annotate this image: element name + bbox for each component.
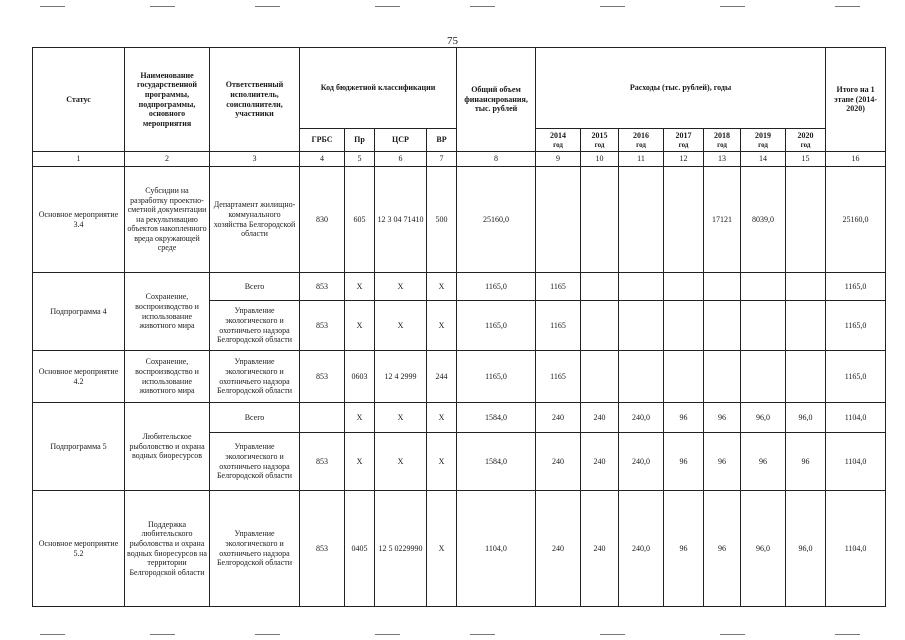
scan-edge-line (720, 634, 745, 635)
column-number: 4 (300, 152, 345, 167)
grbs-cell: 853 (300, 301, 345, 351)
status-cell: Основное мероприятие 5.2 (33, 491, 125, 607)
year-cell: 1165 (536, 301, 581, 351)
header-total-funding: Общий объем финансирования, тыс. рублей (457, 48, 536, 152)
column-number: 1 (33, 152, 125, 167)
scan-edge-line (150, 6, 175, 7)
total-cell: 1584,0 (457, 403, 536, 433)
grbs-cell (300, 403, 345, 433)
column-number: 12 (664, 152, 704, 167)
year-cell: 8039,0 (741, 167, 786, 273)
year-cell (786, 167, 826, 273)
column-number: 13 (704, 152, 741, 167)
total-cell: 1584,0 (457, 433, 536, 491)
year-cell: 96 (704, 403, 741, 433)
csr-cell: Х (375, 301, 427, 351)
vr-cell: Х (427, 301, 457, 351)
year-cell: 240,0 (619, 491, 664, 607)
pr-cell: 0405 (345, 491, 375, 607)
year-cell: 240 (581, 491, 619, 607)
year-cell (741, 351, 786, 403)
year-cell: 17121 (704, 167, 741, 273)
column-number: 3 (210, 152, 300, 167)
year-cell (664, 351, 704, 403)
total-cell: 1165,0 (457, 301, 536, 351)
header-expenses: Расходы (тыс. рублей), годы (536, 48, 826, 129)
year-cell (664, 273, 704, 301)
year-cell: 96,0 (741, 403, 786, 433)
scan-edge-line (600, 634, 625, 635)
year-cell (619, 167, 664, 273)
itogo-cell: 1104,0 (826, 403, 886, 433)
csr-cell: Х (375, 433, 427, 491)
year-cell: 240,0 (619, 403, 664, 433)
year-cell: 96 (786, 433, 826, 491)
scan-edge-line (600, 6, 625, 7)
csr-cell: 12 5 0229990 (375, 491, 427, 607)
header-status: Статус (33, 48, 125, 152)
header-year-2014: 2014 год (536, 129, 581, 152)
year-cell (664, 301, 704, 351)
grbs-cell: 853 (300, 491, 345, 607)
year-cell: 240 (536, 433, 581, 491)
scan-edge-line (470, 634, 495, 635)
scan-edge-line (835, 634, 860, 635)
total-cell: 1165,0 (457, 351, 536, 403)
vr-cell: Х (427, 273, 457, 301)
column-number: 6 (375, 152, 427, 167)
itogo-cell: 1165,0 (826, 301, 886, 351)
itogo-cell: 1104,0 (826, 491, 886, 607)
executor-cell: Управление экологического и охотничьего надзора Белгородской области (210, 433, 300, 491)
total-cell: 1104,0 (457, 491, 536, 607)
pr-cell: Х (345, 433, 375, 491)
vr-cell: Х (427, 433, 457, 491)
budget-table (32, 47, 886, 607)
header-year-2016: 2016 год (619, 129, 664, 152)
scan-edge-line (835, 6, 860, 7)
year-cell (664, 167, 704, 273)
column-number: 9 (536, 152, 581, 167)
vr-cell: Х (427, 491, 457, 607)
header-year-2019: 2019 год (741, 129, 786, 152)
year-cell: 96 (704, 433, 741, 491)
scan-edge-line (375, 634, 400, 635)
column-number-row (33, 152, 886, 167)
year-cell: 240 (581, 433, 619, 491)
header-budget-code: Код бюджетной классификации (300, 48, 457, 129)
year-cell (741, 301, 786, 351)
year-cell: 96 (664, 491, 704, 607)
year-cell: 240 (536, 491, 581, 607)
header-year-2020: 2020 год (786, 129, 826, 152)
executor-cell: Всего (210, 273, 300, 301)
header-name: Наименование государственной программы, подпрограммы, основного мероприятия (125, 48, 210, 152)
name-cell: Любительское рыболовство и охрана водных биоресурсов (125, 403, 210, 491)
year-cell (786, 301, 826, 351)
year-cell (786, 351, 826, 403)
table-row (33, 351, 886, 403)
grbs-cell: 830 (300, 167, 345, 273)
header-year-2015: 2015 год (581, 129, 619, 152)
year-cell: 96,0 (786, 403, 826, 433)
page-number: 75 (447, 35, 458, 47)
column-number: 5 (345, 152, 375, 167)
column-number: 8 (457, 152, 536, 167)
year-cell (619, 351, 664, 403)
status-cell: Подпрограмма 5 (33, 403, 125, 491)
scan-edge-line (720, 6, 745, 7)
year-cell (581, 301, 619, 351)
table-row (33, 491, 886, 607)
pr-cell: 0603 (345, 351, 375, 403)
csr-cell: 12 3 04 71410 (375, 167, 427, 273)
executor-cell: Управление экологического и охотничьего надзора Белгородской области (210, 491, 300, 607)
header-stage-total: Итого на 1 этапе (2014-2020) (826, 48, 886, 152)
name-cell: Поддержка любительского рыболовства и охрана водных биоресурсов на территории Белгородской области (125, 491, 210, 607)
pr-cell: Х (345, 301, 375, 351)
status-cell: Подпрограмма 4 (33, 273, 125, 351)
column-number: 15 (786, 152, 826, 167)
scan-edge-line (40, 6, 65, 7)
year-cell: 96 (741, 433, 786, 491)
table-row (33, 273, 886, 301)
executor-cell: Управление экологического и охотничьего надзора Белгородской области (210, 301, 300, 351)
scan-edge-line (255, 6, 280, 7)
table-row (33, 403, 886, 433)
scan-edge-line (255, 634, 280, 635)
scan-edge-line (470, 6, 495, 7)
itogo-cell: 1165,0 (826, 273, 886, 301)
grbs-cell: 853 (300, 351, 345, 403)
scan-edge-line (375, 6, 400, 7)
scan-edge-line (40, 634, 65, 635)
column-number: 14 (741, 152, 786, 167)
year-cell (619, 301, 664, 351)
column-number: 16 (826, 152, 886, 167)
year-cell: 1165 (536, 351, 581, 403)
header-year-2017: 2017 год (664, 129, 704, 152)
csr-cell: 12 4 2999 (375, 351, 427, 403)
year-cell: 96 (664, 403, 704, 433)
vr-cell: 244 (427, 351, 457, 403)
total-cell: 1165,0 (457, 273, 536, 301)
pr-cell: Х (345, 403, 375, 433)
table-row (33, 167, 886, 273)
year-cell (536, 167, 581, 273)
year-cell (786, 273, 826, 301)
column-number: 2 (125, 152, 210, 167)
header-grbs: ГРБС (300, 129, 345, 152)
name-cell: Сохранение, воспроизводство и использование животного мира (125, 351, 210, 403)
year-cell: 96 (664, 433, 704, 491)
itogo-cell: 1165,0 (826, 351, 886, 403)
csr-cell: Х (375, 403, 427, 433)
pr-cell: 605 (345, 167, 375, 273)
itogo-cell: 1104,0 (826, 433, 886, 491)
year-cell: 240 (536, 403, 581, 433)
scan-edge-line (150, 634, 175, 635)
executor-cell: Управление экологического и охотничьего надзора Белгородской области (210, 351, 300, 403)
header-csr: ЦСР (375, 129, 427, 152)
status-cell: Основное мероприятие 3.4 (33, 167, 125, 273)
header-executor: Ответственный исполнитель, соисполнители, участники (210, 48, 300, 152)
executor-cell: Департамент жилищно-коммунального хозяйства Белгородской области (210, 167, 300, 273)
vr-cell: Х (427, 403, 457, 433)
year-cell (581, 351, 619, 403)
year-cell: 1165 (536, 273, 581, 301)
header-pr: Пр (345, 129, 375, 152)
name-cell: Сохранение, воспроизводство и использование животного мира (125, 273, 210, 351)
pr-cell: Х (345, 273, 375, 301)
grbs-cell: 853 (300, 433, 345, 491)
year-cell: 96,0 (741, 491, 786, 607)
executor-cell: Всего (210, 403, 300, 433)
name-cell: Субсидии на разработку проектно-сметной документации на рекультивацию объектов накопленного вреда окружающей среде (125, 167, 210, 273)
year-cell (581, 273, 619, 301)
column-number: 7 (427, 152, 457, 167)
column-number: 10 (581, 152, 619, 167)
total-cell: 25160,0 (457, 167, 536, 273)
header-year-2018: 2018 год (704, 129, 741, 152)
header-vr: ВР (427, 129, 457, 152)
vr-cell: 500 (427, 167, 457, 273)
column-number: 11 (619, 152, 664, 167)
year-cell (581, 167, 619, 273)
year-cell (704, 273, 741, 301)
grbs-cell: 853 (300, 273, 345, 301)
year-cell (704, 301, 741, 351)
year-cell: 96,0 (786, 491, 826, 607)
year-cell: 240,0 (619, 433, 664, 491)
year-cell: 96 (704, 491, 741, 607)
year-cell: 240 (581, 403, 619, 433)
status-cell: Основное мероприятие 4.2 (33, 351, 125, 403)
year-cell (741, 273, 786, 301)
itogo-cell: 25160,0 (826, 167, 886, 273)
year-cell (704, 351, 741, 403)
year-cell (619, 273, 664, 301)
header-row (33, 48, 886, 129)
csr-cell: Х (375, 273, 427, 301)
